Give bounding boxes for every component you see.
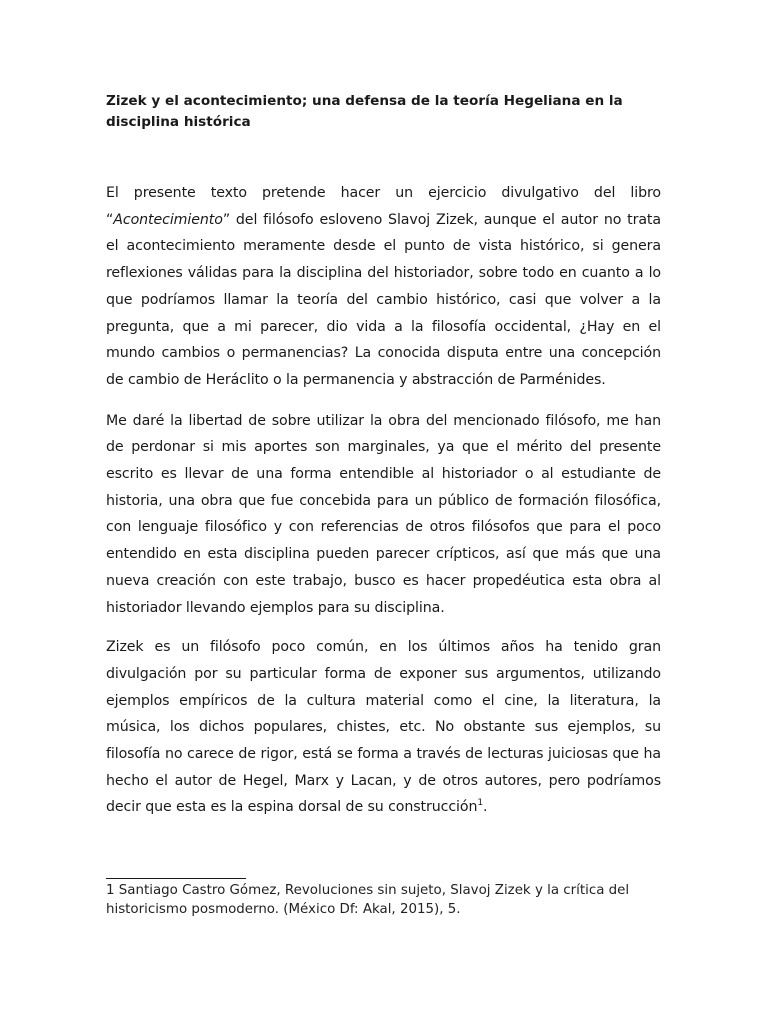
paragraph-2: Me daré la libertad de sobre utilizar la obra del mencionado filósofo, me han de perdonar si mis aportes son marginales, ya que el mérito del presente escrito es llevar de una forma entendible al historiador o al estudiante de historia, una obra que fue concebida para un público de formación filosófica, con lenguaje filosófico y con referencias de otros filósofos que para el poco entendido en esta disciplina pueden parecer crípticos, así que más que una nueva creación con este trabajo, busco es hacer propedéutica esta obra al historiador llevando ejemplos para su disciplina. <box>106 412 661 616</box>
document-title: Zizek y el acontecimiento; una defensa de la teoría Hegeliana en la disciplina histórica <box>106 93 623 130</box>
paragraph-3 <box>106 634 661 821</box>
paragraph-3-end-punctuation: . <box>482 799 488 816</box>
paragraph-1-text-start: El presente texto pretende hacer un ejercicio divulgativo del libro “ <box>106 185 661 228</box>
footnote-separator <box>106 878 246 879</box>
paragraph-3-text: Zizek es un filósofo poco común, en los últimos años ha tenido gran divulgación por su particular forma de exponer sus argumentos, utilizando ejemplos empíricos de la cultura material como el cine, la literatura, la música, los dichos populares, chistes, etc. No obstante sus ejemplos, su filosofía no carece de rigor, está se forma a través de lecturas juiciosas que ha hecho el autor de Hegel, Marx y Lacan, y de otros autores, pero podríamos decir que esta es la espina dorsal de su construcción <box>106 639 661 816</box>
document-body <box>106 180 661 833</box>
footnote-1: 1 Santiago Castro Gómez, Revoluciones sin sujeto, Slavoj Zizek y la crítica del historicismo posmoderno. (México Df: Akal, 2015), 5. <box>106 883 630 917</box>
paragraph-1-text-end: ” del filósofo esloveno Slavoj Zizek, aunque el autor no trata el acontecimiento meramente desde el punto de vista histórico, si genera reflexiones válidas para la disciplina del historiador, sobre todo en cuanto a lo que podríamos llamar la teoría del cambio histórico, casi que volver a la pregunta, que a mi parecer, dio vida a la filosofía occidental, ¿Hay en el mundo cambios o permanencias? La conocida disputa entre una concepción de cambio de Heráclito o la permanencia y abstracción de Parménides. <box>106 211 661 388</box>
paragraph-1 <box>106 180 661 394</box>
book-title: Acontecimiento <box>113 211 223 228</box>
footnote-reference[interactable]: 1 <box>477 798 483 809</box>
